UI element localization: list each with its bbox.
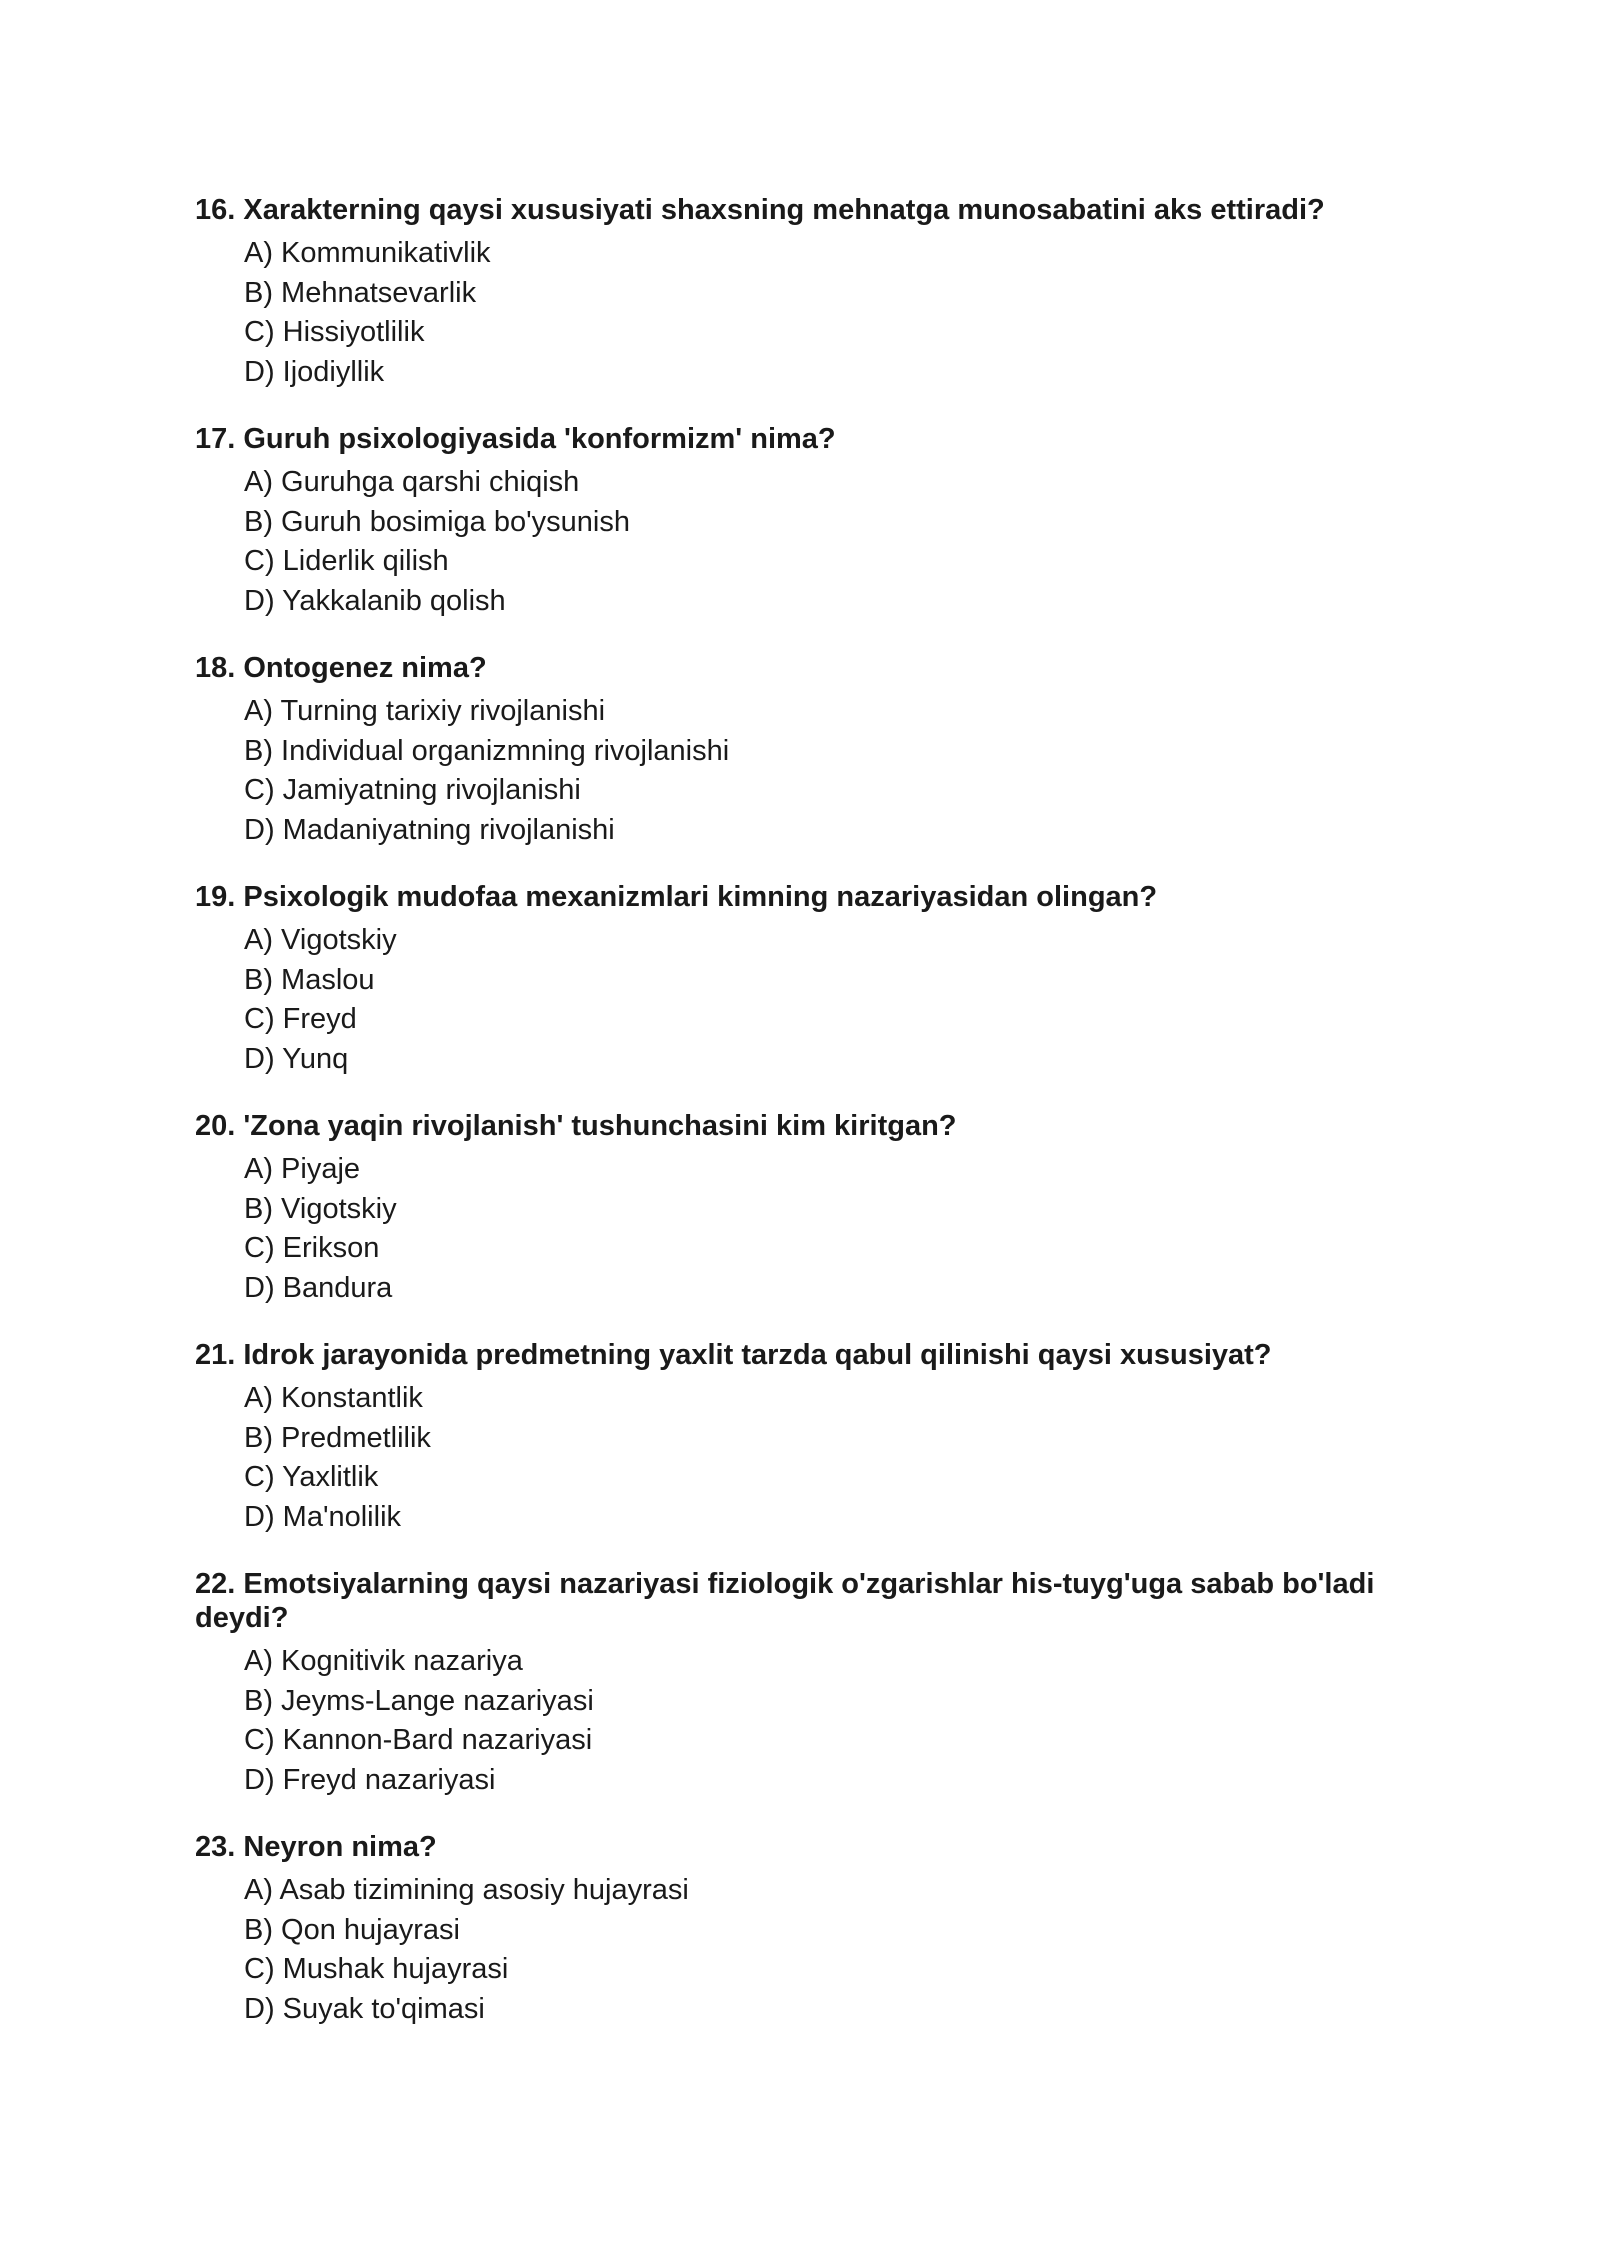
question-title: 17. Guruh psixologiyasida 'konformizm' nima? [195,423,836,455]
option-a: A) Turning tarixiy rivojlanishi [244,695,606,727]
question-22 [195,1567,1435,1800]
question-21 [195,1338,1435,1537]
option-a: A) Kommunikativlik [244,237,491,269]
question-16 [195,193,1435,392]
option-d: D) Suyak to'qimasi [244,1992,485,2025]
option-a: A) Guruhga qarshi chiqish [244,466,580,498]
option-b: B) Individual organizmning rivojlanishi [244,734,730,767]
option-b: B) Guruh bosimiga bo'ysunish [244,505,630,538]
option-c: C) Liderlik qilish [244,545,449,577]
option-a: A) Konstantlik [244,1382,423,1414]
document-page [195,193,1435,2059]
option-a: A) Kognitivik nazariya [244,1645,523,1677]
question-title: 19. Psixologik mudofaa mexanizmlari kimning nazariyasidan olingan? [195,881,1158,913]
option-d: D) Madaniyatning rivojlanishi [244,813,615,846]
question-title: 16. Xarakterning qaysi xususiyati shaxsning mehnatga munosabatini aks ettiradi? [195,194,1325,226]
question-title: 18. Ontogenez nima? [195,652,487,684]
option-c: C) Mushak hujayrasi [244,1953,509,1985]
option-c: C) Kannon-Bard nazariyasi [244,1724,593,1756]
option-d: D) Ma'nolilik [244,1500,402,1533]
option-a: A) Asab tizimining asosiy hujayrasi [244,1874,689,1906]
question-title: 22. Emotsiyalarning qaysi nazariyasi fiziologik o'zgarishlar his-tuyg'uga sabab bo'ladi deydi? [195,1568,1375,1634]
question-title: 20. 'Zona yaqin rivojlanish' tushunchasini kim kiritgan? [195,1110,957,1142]
option-d: D) Bandura [244,1271,393,1304]
option-b: B) Mehnatsevarlik [244,276,477,309]
option-c: C) Hissiyotlilik [244,316,425,348]
option-list [195,1379,1435,1537]
option-c: C) Yaxlitlik [244,1461,379,1493]
option-d: D) Yunq [244,1042,349,1075]
option-list [195,1871,1435,2029]
question-20 [195,1109,1435,1308]
option-list [195,1642,1435,1800]
option-list [195,921,1435,1079]
option-list [195,463,1435,621]
option-a: A) Vigotskiy [244,924,397,956]
option-d: D) Freyd nazariyasi [244,1763,496,1796]
option-c: C) Erikson [244,1232,380,1264]
option-b: B) Vigotskiy [244,1192,397,1225]
question-19 [195,880,1435,1079]
option-a: A) Piyaje [244,1153,361,1185]
option-d: D) Ijodiyllik [244,355,385,388]
option-b: B) Predmetlilik [244,1421,431,1454]
question-title: 21. Idrok jarayonida predmetning yaxlit tarzda qabul qilinishi qaysi xususiyat? [195,1339,1272,1371]
question-18 [195,651,1435,850]
option-c: C) Freyd [244,1003,357,1035]
option-c: C) Jamiyatning rivojlanishi [244,774,581,806]
question-23 [195,1830,1435,2029]
option-list [195,1150,1435,1308]
option-b: B) Maslou [244,963,375,996]
option-list [195,234,1435,392]
option-b: B) Jeyms-Lange nazariyasi [244,1684,594,1717]
question-title: 23. Neyron nima? [195,1831,437,1863]
option-d: D) Yakkalanib qolish [244,584,506,617]
option-list [195,692,1435,850]
question-17 [195,422,1435,621]
option-b: B) Qon hujayrasi [244,1913,460,1946]
